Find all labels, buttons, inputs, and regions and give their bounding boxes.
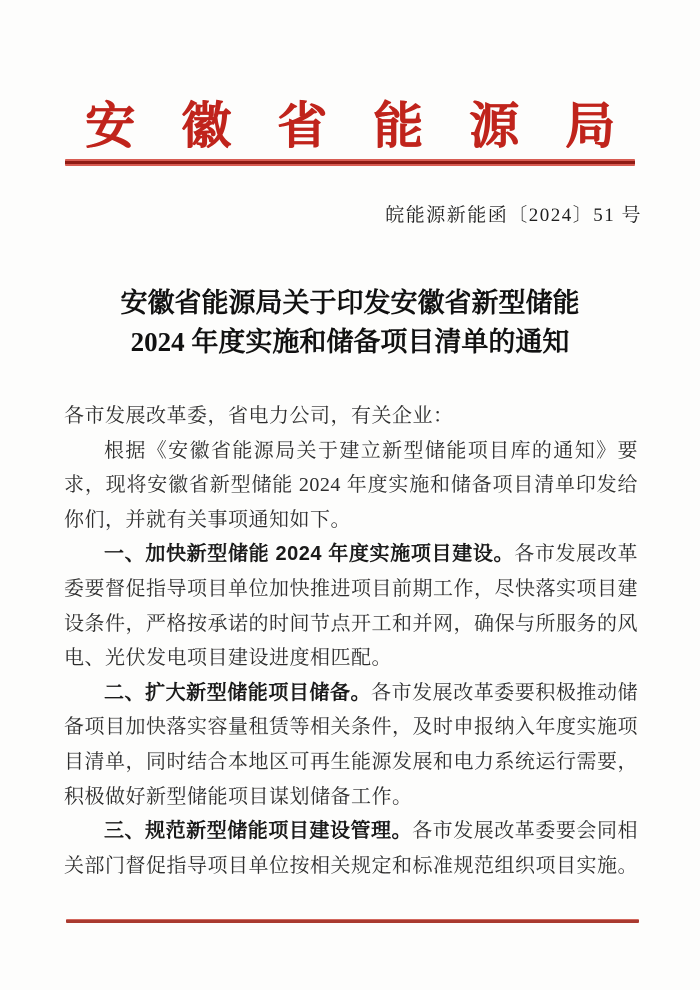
section-2-text: 各市发展改革委要积极推动储备项目加快落实容量租赁等相关条件，及时申报纳入年度实施项目清单，同时结合本地区可再生能源发展和电力系统运行需要，积极做好新型储能项目谋划储备工作。 (64, 681, 639, 808)
section-3-heading: 三、规范新型储能项目建设管理。 (104, 820, 413, 843)
paragraph-section-2 (64, 676, 638, 814)
section-1-heading: 一、加快新型储能 2024 年度实施项目建设。 (104, 543, 515, 566)
document-title (30, 284, 670, 362)
paragraph-intro-text: 根据《安徽省能源局关于建立新型储能项目库的通知》要求，现将安徽省新型储能 2024 年度实施和储备项目清单印发给你们，并就有关事项通知如下。 (64, 439, 638, 531)
paragraph-section-1 (64, 537, 638, 675)
section-2-heading: 二、扩大新型储能项目储备。 (104, 681, 372, 704)
salutation-line: 各市发展改革委，省电力公司，有关企业： (64, 405, 454, 427)
footer-red-rule (66, 919, 639, 923)
paragraph-section-3 (64, 814, 638, 883)
masthead-red-rule (65, 159, 635, 166)
document-title-line2: 2024 年度实施和储备项目清单的通知 (130, 327, 570, 357)
agency-masthead: 安徽省能源局 (85, 98, 661, 154)
section-3-text: 各市发展改革委要会同相关部门督促指导项目单位按相关规定和标准规范组织项目实施。 (64, 820, 639, 877)
paragraph-intro (64, 434, 638, 538)
document-number: 皖能源新能函〔2024〕51 号 (385, 205, 642, 226)
document-title-line1: 安徽省能源局关于印发安徽省新型储能 (120, 288, 580, 318)
document-body (64, 399, 638, 883)
section-1-text: 各市发展改革委要督促指导项目单位加快推进项目前期工作，尽快落实项目建设条件，严格按承诺的时间节点开工和并网，确保与所服务的风电、光伏发电项目建设进度相匹配。 (64, 543, 638, 670)
